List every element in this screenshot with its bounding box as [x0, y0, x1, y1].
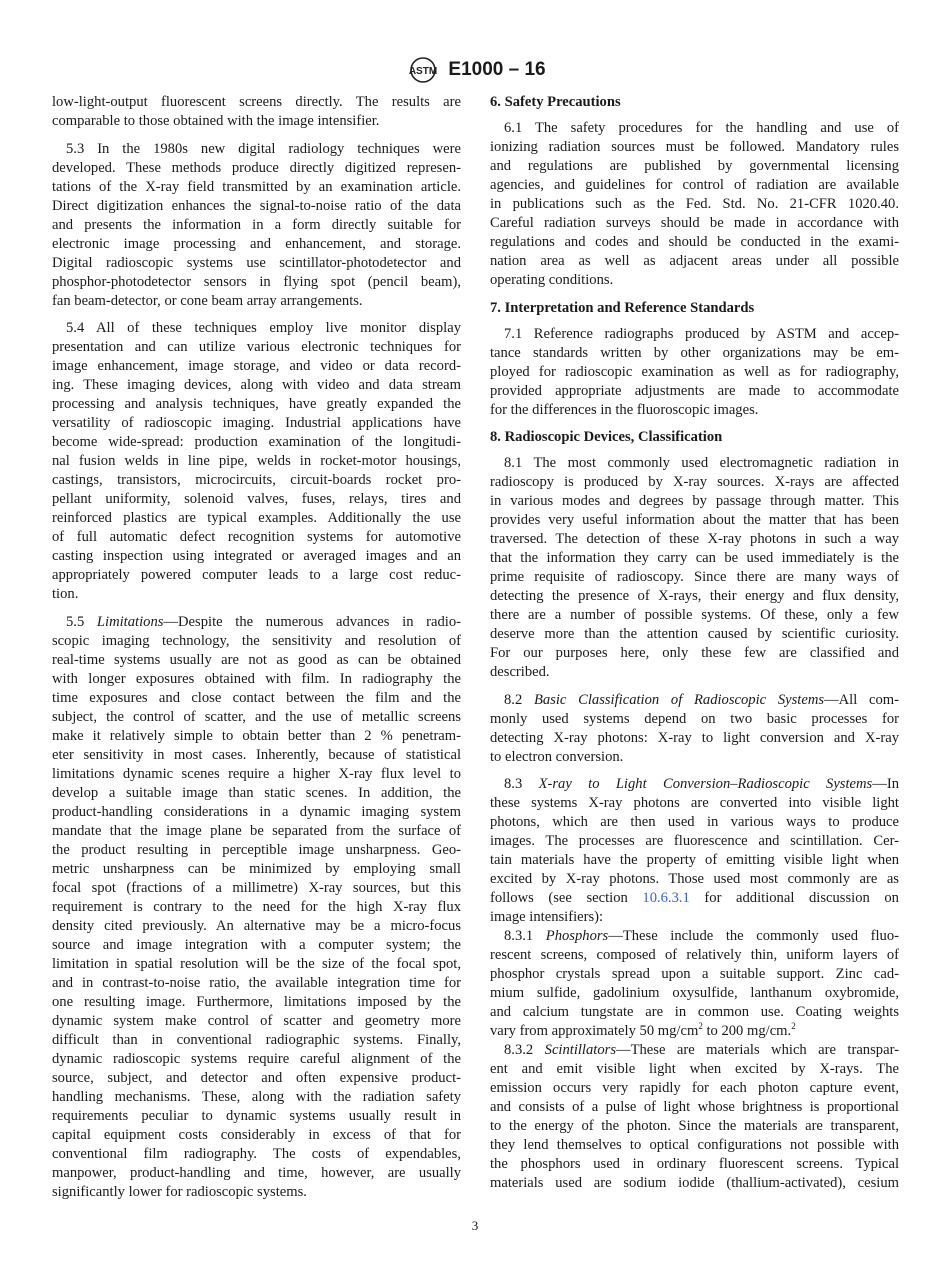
text-line: metric unsharpness can be minimized by employing small	[52, 860, 461, 877]
text-line: ing. These imaging devices, along with video and data stream	[52, 377, 461, 393]
text-line: there are a number of possible systems. Of these, only a few	[490, 607, 899, 623]
text-line: phosphor crystals spread upon a suitable support. Zinc cad-	[490, 966, 899, 982]
text-line: product-handling considerations in a dynamic imaging system	[52, 803, 461, 820]
paragraph	[52, 613, 461, 1202]
text-line: 8.1 The most commonly used electromagnetic radiation in	[504, 455, 899, 471]
text-span: 5.5	[66, 613, 97, 630]
text-line: photons, which are then used in various ways to produce	[490, 814, 899, 830]
text-line: focal spot (fractions of a millimetre) X-ray sources, but this	[52, 879, 461, 896]
text-span: —These are materials which are transpar-	[616, 1042, 899, 1058]
text-line: the product resulting in perceptible image unsharpness. Geo-	[52, 841, 461, 858]
text-span: 8.2	[504, 691, 534, 708]
text-line: traversed. The detection of these X-ray photons in such a way	[490, 531, 899, 547]
italic-term: Scintillators	[544, 1042, 616, 1058]
text-line: to electron conversion.	[490, 748, 624, 765]
text-span: —These include the commonly used fluo-	[608, 928, 899, 944]
text-line: ionizing radiation sources must be followed. Mandatory rules	[490, 139, 899, 155]
paragraph	[52, 319, 461, 604]
text-line: in various modes and degrees by passage through matter. This	[490, 493, 899, 509]
text-line: presentation and can utilize various electronic techniques for	[52, 339, 461, 355]
text-line: casting inspection using integrated or averaged images and an	[52, 548, 461, 564]
text-line: tations of the X-ray field transmitted by an examination article.	[52, 178, 461, 195]
text-line	[490, 927, 899, 946]
text-line	[490, 1022, 899, 1041]
text-line: reinforced plastics are typical examples. Additionally the use	[52, 510, 461, 526]
text-span: 8.3	[504, 776, 539, 792]
left-column	[52, 93, 461, 1210]
text-line: subject, the control of scatter, and the use of metallic screens	[52, 708, 461, 725]
text-line	[490, 1041, 899, 1060]
text-line: versatility of radioscopic imaging. Industrial applications have	[52, 415, 461, 431]
text-line: prime requisite of radioscopy. Since there are many ways of	[490, 569, 899, 585]
paragraph	[490, 454, 899, 682]
text-line: conventional film radiography. The costs of expendables,	[52, 1145, 461, 1162]
text-line: source, subject, and detector and often expensive product-	[52, 1069, 461, 1086]
text-line: Careful radiation surveys should be made in accordance with	[490, 215, 899, 231]
text-line: deserve more than the attention caused by scientific curiosity.	[490, 626, 899, 642]
text-line	[490, 889, 899, 908]
text-line: 6.1 The safety procedures for the handling and use of	[504, 120, 899, 136]
astm-logo-icon	[404, 56, 442, 84]
svg-text:ASTM: ASTM	[409, 66, 438, 77]
section-heading: 7. Interpretation and Reference Standards	[490, 299, 755, 316]
text-line: density cited previously. An alternative may be a micro-focus	[52, 917, 461, 934]
page-header	[0, 56, 950, 84]
text-span: for additional discussion on	[689, 890, 899, 906]
text-line: that the information they carry can be used immediately is the	[490, 550, 899, 566]
text-line: they lend themselves to optical configurations not possible with	[490, 1137, 899, 1153]
text-line: tain materials have the property of emitting visible light when	[490, 852, 899, 868]
text-line: one resulting image. Furthermore, limitations imposed by the	[52, 993, 461, 1010]
text-line: of full automatic defect recognition systems for automotive	[52, 529, 461, 545]
text-line: limitations dynamic scenes require a higher X-ray flux level to	[52, 765, 461, 782]
text-line: handling mechanisms. These, along with the radiation safety	[52, 1088, 461, 1105]
text-line: source and image integration with a computer system; the	[52, 936, 461, 953]
text-line: make it relatively simple to obtain better than 2 % penetram-	[52, 727, 461, 744]
text-line: regulations and codes and should be conducted in the exami-	[490, 234, 899, 250]
text-line: dynamic system make control of scatter and geometry more	[52, 1012, 461, 1029]
paragraph	[52, 140, 461, 311]
text-line	[490, 691, 899, 710]
text-line: become wide-spread: production examination of the longitudi-	[52, 434, 461, 450]
text-line: to the energy of the photon. Since the materials are transparent,	[490, 1118, 899, 1134]
text-line: and presents the information in a form directly suitable for	[52, 216, 461, 233]
text-line: For our purposes here, only these few are classified and	[490, 645, 899, 661]
text-line: images. The processes are fluorescence and scintillation. Cer-	[490, 833, 899, 849]
text-line: comparable to those obtained with the image intensifier.	[52, 113, 380, 129]
text-line: materials used are sodium iodide (thallium-activated), cesium	[490, 1175, 899, 1191]
text-line: for the differences in the fluoroscopic images.	[490, 401, 759, 418]
text-line: requirement is contrary to the need for the high X-ray flux	[52, 898, 461, 915]
text-line: tion.	[52, 586, 79, 602]
text-line: eter sensitivity in most cases. Inherently, because of statistical	[52, 746, 461, 763]
text-line: fan beam-detector, or cone beam array arrangements.	[52, 292, 363, 309]
text-line: appropriately powered computer leads to a large cost reduc-	[52, 567, 461, 583]
text-line: provided appropriate adjustments are made to accommodate	[490, 382, 899, 399]
text-line: pellant uniformity, solenoid valves, fuses, relays, tires and	[52, 491, 461, 507]
text-line: rescent screens, composed of relatively thin, uniform layers of	[490, 947, 899, 963]
text-line: 7.1 Reference radiographs produced by ASTM and accep-	[504, 325, 899, 342]
text-line: ent and emit visible light when excited by X-rays. The	[490, 1061, 899, 1077]
text-span: vary from approximately 50 mg/cm	[490, 1023, 699, 1039]
document-id: E1000 – 16	[448, 59, 546, 80]
text-line: scopic imaging technology, the sensitivity and resolution of	[52, 632, 461, 649]
text-line: electronic image processing and enhancement, and storage.	[52, 235, 461, 252]
text-line: nal fusion welds in line pipe, welds in rocket-motor housings,	[52, 453, 461, 469]
italic-term: Basic Classification of Radioscopic Systems	[533, 691, 825, 708]
text-line: emission occurs very rapidly for each photon capture event,	[490, 1080, 899, 1096]
text-line: monly used systems depend on two basic processes for	[490, 710, 899, 727]
text-line: Digital radioscopic systems use scintillator-photodetector and	[52, 254, 461, 271]
text-line: real-time systems usually are not as good as can be obtained	[52, 651, 461, 668]
text-span: follows (see section	[490, 890, 643, 906]
superscript: 2	[698, 1021, 703, 1031]
paragraph	[490, 325, 899, 420]
text-line: nation area as well as adjacent areas under all possible	[490, 253, 899, 269]
text-line: mium sulfide, gadolinium oxysulfide, lanthanum oxybromide,	[490, 985, 899, 1001]
italic-term: X-ray to Light Conversion–Radioscopic Systems	[538, 776, 873, 792]
text-line: capital equipment costs considerably in excess of that for	[52, 1126, 461, 1143]
text-line: and consists of a pulse of light whose brightness is proportional	[490, 1099, 899, 1115]
paragraph	[490, 119, 899, 290]
text-line: difficult than in conventional radiographic systems. Finally,	[52, 1031, 461, 1048]
text-span: 8.3.1	[504, 928, 546, 944]
paragraph	[490, 775, 899, 927]
text-line: low-light-output fluorescent screens directly. The results are	[52, 94, 461, 110]
text-line	[490, 775, 899, 794]
text-span: —Despite the numerous advances in radio-	[163, 613, 462, 630]
text-line: detecting X-ray photons: X-ray to light conversion and X-ray	[490, 729, 899, 746]
text-span: 8.3.2	[504, 1042, 545, 1058]
superscript: 2	[791, 1021, 796, 1031]
text-line: excited by X-ray photons. Those used most commonly are as	[490, 871, 899, 887]
text-line: manpower, product-handling and time, however, are usually	[52, 1164, 461, 1181]
section-link[interactable]: 10.6.3.1	[642, 890, 690, 906]
italic-term: Phosphors	[545, 928, 609, 944]
right-column	[490, 93, 899, 1202]
text-line: tance standards written by other organizations may be em-	[490, 344, 899, 361]
text-line: agencies, and guidelines for control of radiation are available	[490, 177, 899, 193]
text-line: developed. These methods produce directly digitized represen-	[52, 159, 461, 176]
text-line: with longer exposures obtained with film. In radiography the	[52, 670, 461, 687]
text-line: detecting the presence of X-rays, their energy and flux density,	[490, 588, 899, 604]
text-line: 5.3 In the 1980s new digital radiology techniques were	[66, 140, 461, 157]
text-line: provides very useful information about the matter that has been	[490, 512, 899, 528]
text-line: operating conditions.	[490, 272, 614, 288]
text-line: ployed for radioscopic examination as well as for radiography,	[490, 363, 899, 380]
text-line	[52, 613, 461, 632]
section-heading: 6. Safety Precautions	[490, 94, 621, 110]
section-heading: 8. Radioscopic Devices, Classification	[490, 429, 723, 445]
text-line: image enhancement, image storage, and video or data record-	[52, 358, 461, 374]
text-line: radioscopy is produced by X-ray sources. X-rays are affected	[490, 474, 899, 490]
paragraph	[52, 93, 461, 131]
italic-term: Limitations	[96, 613, 164, 630]
text-span: to 200 mg/cm.	[702, 1023, 792, 1039]
text-span: —All com-	[824, 691, 899, 708]
text-line: mandate that the image plane be separated from the surface of	[52, 822, 461, 839]
text-line: dynamic radioscopic systems require careful alignment of the	[52, 1050, 461, 1067]
text-line: in publications such as the Fed. Std. No. 21-CFR 1020.40.	[490, 196, 899, 212]
text-line: requirements peculiar to dynamic systems usually result in	[52, 1107, 461, 1124]
text-line: develop a suitable image than static scenes. In addition, the	[52, 784, 461, 801]
text-line: these systems X-ray photons are converted into visible light	[490, 795, 899, 811]
paragraph	[490, 1041, 899, 1193]
text-line: and calcium tungstate are in common use. Coating weights	[490, 1004, 899, 1020]
text-line: described.	[490, 664, 550, 680]
text-line: significantly lower for radioscopic systems.	[52, 1183, 307, 1200]
text-line: phosphor-photodetector sensors in flying spot (pencil beam),	[52, 273, 461, 290]
paragraph	[490, 927, 899, 1041]
text-line: the phosphors used in ordinary fluorescent screens. Typical	[490, 1156, 899, 1172]
text-line: castings, transistors, microcircuits, circuit-boards rocket pro-	[52, 472, 461, 488]
page-number: 3	[471, 1218, 479, 1233]
text-span: —In	[872, 776, 899, 792]
text-line: 5.4 All of these techniques employ live monitor display	[66, 320, 461, 336]
text-line: and in contrast-to-noise ratio, the available integration time for	[52, 974, 461, 991]
text-line: processing and analysis techniques, have greatly expanded the	[52, 396, 461, 412]
text-line: limitation in spatial resolution will be the size of the focal spot,	[52, 955, 461, 972]
text-line: image intensifiers):	[490, 909, 604, 925]
text-line: time exposures and close contact between the film and the	[52, 689, 461, 706]
paragraph	[490, 691, 899, 767]
text-line: Direct digitization enhances the signal-to-noise ratio of the data	[52, 197, 461, 214]
text-line: and regulations are published by governmental licensing	[490, 158, 899, 174]
